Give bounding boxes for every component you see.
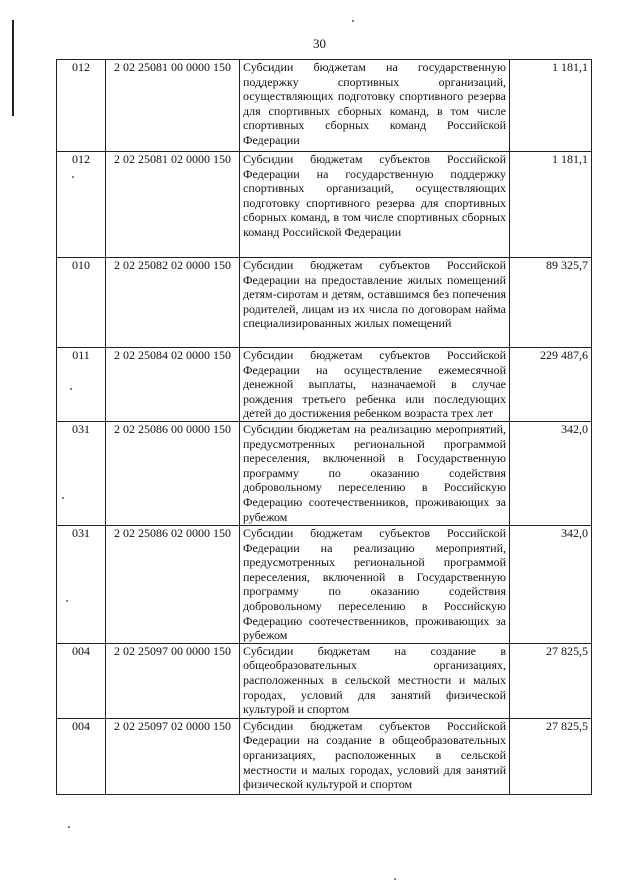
classification-code: 2 02 25086 02 0000 150 (106, 526, 240, 644)
scan-speck (68, 826, 70, 828)
table-row (57, 718, 592, 794)
classification-code: 2 02 25097 00 0000 150 (106, 643, 240, 718)
page-number: 30 (313, 36, 326, 51)
revenue-description: Субсидии бюджетам субъектов Российской Федерации на создание в общеобразовательных организациях, расположенных в сельской местности и малых городах, условий для занятий физической культурой и спортом (240, 718, 510, 794)
table-row (57, 643, 592, 718)
amount: 27 825,5 (510, 643, 592, 718)
classification-code: 2 02 25082 02 0000 150 (106, 258, 240, 348)
scan-speck (66, 600, 68, 602)
scan-speck (70, 388, 72, 390)
revenue-description: Субсидии бюджетам субъектов Российской Федерации на государственную поддержку спортивных организаций, осуществляющих подготовку спортивного резерва для спортивных сборных команд, в том числе спортивных сборных команд Российской Федерации (240, 152, 510, 258)
admin-code: 010 (57, 258, 106, 348)
amount: 229 487,6 (510, 348, 592, 422)
admin-code: 004 (57, 718, 106, 794)
scan-speck (394, 878, 396, 880)
amount: 1 181,1 (510, 152, 592, 258)
revenue-description: Субсидии бюджетам на государственную поддержку спортивных организаций, осуществляющих подготовку спортивного резерва для спортивных сборных команд, в том числе спортивных сборных команд Российской Федерации (240, 60, 510, 152)
admin-code: 031 (57, 422, 106, 526)
table-row (57, 258, 592, 348)
classification-code: 2 02 25084 02 0000 150 (106, 348, 240, 422)
scan-edge-mark (12, 20, 14, 116)
classification-code: 2 02 25086 00 0000 150 (106, 422, 240, 526)
table-row (57, 422, 592, 526)
admin-code: 012 (57, 152, 106, 258)
amount: 342,0 (510, 422, 592, 526)
classification-code: 2 02 25097 02 0000 150 (106, 718, 240, 794)
admin-code: 031 (57, 526, 106, 644)
scan-speck (62, 497, 64, 499)
scan-speck (72, 176, 74, 178)
classification-code: 2 02 25081 02 0000 150 (106, 152, 240, 258)
budget-table (56, 59, 592, 795)
admin-code: 004 (57, 643, 106, 718)
revenue-description: Субсидии бюджетам субъектов Российской Федерации на предоставление жилых помещений детям-сиротам и детям, оставшимся без попечения родителей, лицам из их числа по договорам найма специализированных жилых помещений (240, 258, 510, 348)
revenue-description: Субсидии бюджетам на реализацию мероприятий, предусмотренных региональной программой переселения, включенной в Государственную программу по оказанию содействия добровольному переселению в Российскую Федерацию соотечественников, проживающих за рубежом (240, 422, 510, 526)
revenue-description: Субсидии бюджетам на создание в общеобразовательных организациях, расположенных в сельской местности и малых городах, условий для занятий физической культурой и спортом (240, 643, 510, 718)
table-row (57, 152, 592, 258)
amount: 89 325,7 (510, 258, 592, 348)
revenue-description: Субсидии бюджетам субъектов Российской Федерации на осуществление ежемесячной денежной выплаты, назначаемой в случае рождения третьего ребенка или последующих детей до достижения ребенком возраста трех лет (240, 348, 510, 422)
amount: 1 181,1 (510, 60, 592, 152)
amount: 342,0 (510, 526, 592, 644)
table-row (57, 526, 592, 644)
admin-code: 011 (57, 348, 106, 422)
revenue-description: Субсидии бюджетам субъектов Российской Федерации на реализацию мероприятий, предусмотренных региональной программой переселения, включенной в Государственную программу по оказанию содействия добровольному переселению в Российскую Федерацию соотечественников, проживающих за рубежом (240, 526, 510, 644)
table-row (57, 348, 592, 422)
scan-speck (352, 20, 354, 22)
admin-code: 012 (57, 60, 106, 152)
classification-code: 2 02 25081 00 0000 150 (106, 60, 240, 152)
table-row (57, 60, 592, 152)
amount: 27 825,5 (510, 718, 592, 794)
